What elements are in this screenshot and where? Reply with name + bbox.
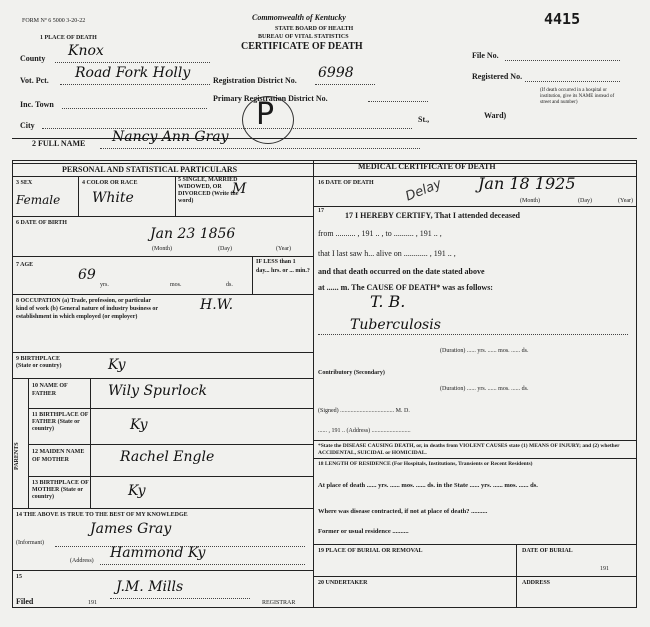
sex-value: Female bbox=[16, 193, 61, 207]
full-name-value: Nancy Ann Gray bbox=[112, 129, 229, 145]
medical-heading: MEDICAL CERTIFICATE OF DEATH bbox=[358, 162, 496, 171]
form-number: FORM Nº 6 5000 3-20-22 bbox=[22, 18, 86, 24]
dob-day-label: (Day) bbox=[218, 246, 232, 252]
residence-label: 18 LENGTH OF RESIDENCE (For Hospitals, Institutions, Transients or Recent Residents) bbox=[318, 461, 533, 467]
mother-label: 12 MAIDEN NAME OF MOTHER bbox=[32, 449, 85, 463]
age-mos-label: mos. bbox=[170, 282, 182, 288]
from-line: from .......... , 191 .. , to .......... , 191 .. , bbox=[318, 229, 442, 238]
commonwealth-heading: Commonwealth of Kentucky bbox=[252, 13, 346, 22]
dob-value: Jan 23 1856 bbox=[150, 226, 236, 242]
filed-year: 191 bbox=[88, 600, 97, 606]
hospital-note: (If death occurred in a hospital or institution, give its NAME instead of street and number) bbox=[540, 88, 615, 105]
medical-address-line: ...... , 191 .. (Address) .......................... bbox=[318, 428, 411, 434]
registrar-signature: J.M. Mills bbox=[116, 579, 184, 595]
burial-year: 191 bbox=[600, 566, 609, 572]
duration-line: (Duration) ...... yrs. ...... mos. ...... ds. bbox=[440, 348, 529, 354]
birthplace-value: Ky bbox=[108, 357, 126, 373]
registrar-label: REGISTRAR bbox=[262, 600, 296, 606]
city-label: City bbox=[20, 121, 35, 130]
filed-number: 15 bbox=[16, 574, 22, 580]
full-name-label: 2 FULL NAME bbox=[32, 139, 86, 148]
duration-line-2: (Duration) ...... yrs. ...... mos. ...... ds. bbox=[440, 386, 529, 392]
death-date-line: and that death occurred on the date stated above bbox=[318, 267, 485, 276]
sex-label: 3 SEX bbox=[16, 180, 33, 186]
occupation-value: H.W. bbox=[200, 297, 234, 313]
father-birthplace-label: 11 BIRTHPLACE OF FATHER (State or country) bbox=[32, 412, 89, 432]
color-label: 4 COLOR OR RACE bbox=[82, 180, 138, 186]
bureau-heading: BUREAU OF VITAL STATISTICS bbox=[258, 34, 349, 40]
contributory-label: Contributory (Secondary) bbox=[318, 370, 385, 376]
residence-line-2: Where was disease contracted, if not at place of death? .......... bbox=[318, 508, 488, 515]
cause-primary: T. B. bbox=[370, 292, 406, 311]
board-heading: STATE BOARD OF HEALTH bbox=[275, 26, 354, 32]
informant-address-value: Hammond Ky bbox=[110, 545, 206, 561]
informant-address-label: (Address) bbox=[70, 558, 94, 564]
burial-label: 19 PLACE OF BURIAL OR REMOVAL bbox=[318, 548, 423, 554]
informant-value: James Gray bbox=[90, 521, 172, 537]
ward-label: Ward) bbox=[484, 111, 507, 120]
cause-line: at ...... m. The CAUSE OF DEATH* was as follows: bbox=[318, 283, 493, 292]
file-no-label: File No. bbox=[472, 51, 499, 60]
cause-secondary: Tuberculosis bbox=[350, 317, 441, 333]
mother-birthplace-value: Ky bbox=[128, 483, 146, 499]
parents-side-label: PARENTS bbox=[14, 442, 20, 470]
birthplace-label: 9 BIRTHPLACE (State or country) bbox=[16, 356, 62, 369]
informant-label: (Informant) bbox=[16, 540, 44, 546]
residence-line-1: At place of death ...... yrs. ...... mos. ...... ds. in the State ...... yrs. ...... mos. ...... ds. bbox=[318, 482, 538, 489]
death-day-label: (Day) bbox=[578, 198, 592, 204]
father-label: 10 NAME OF FATHER bbox=[32, 383, 68, 397]
mother-value: Rachel Engle bbox=[120, 449, 215, 465]
dob-label: 6 DATE OF BIRTH bbox=[16, 220, 67, 226]
undertaker-address-label: ADDRESS bbox=[522, 580, 551, 586]
registration-district-value: 6998 bbox=[318, 65, 354, 81]
last-saw-line: that I last saw h... alive on ............ , 191 .. , bbox=[318, 249, 456, 258]
inc-town-label: Inc. Town bbox=[20, 100, 54, 109]
death-month-label: (Month) bbox=[520, 198, 540, 204]
mother-birthplace-label: 13 BIRTHPLACE OF MOTHER (State or country) bbox=[32, 480, 89, 500]
certificate-title: CERTIFICATE OF DEATH bbox=[241, 41, 363, 52]
margin-stamp-letter: P bbox=[256, 97, 275, 132]
father-birthplace-value: Ky bbox=[130, 417, 148, 433]
vot-pct-label: Vot. Pct. bbox=[20, 76, 49, 85]
registration-district-label: Registration District No. bbox=[213, 76, 297, 85]
filed-label: Filed bbox=[16, 597, 34, 606]
marital-value: M bbox=[232, 181, 247, 197]
county-value: Knox bbox=[68, 43, 104, 59]
death-year-label: (Year) bbox=[618, 198, 634, 204]
date-of-death-value: Jan 18 1925 bbox=[478, 174, 576, 193]
informant-heading: 14 THE ABOVE IS TRUE TO THE BEST OF MY KNOWLEDGE bbox=[16, 512, 188, 518]
date-of-death-label: 16 DATE OF DEATH bbox=[318, 180, 374, 186]
cause-footnote: *State the DISEASE CAUSING DEATH, or, in deaths from VIOLENT CAUSES state (1) MEANS OF INJURY; and (2) whether ACCIDENTAL, SUICIDAL or HOMICIDAL. bbox=[318, 443, 620, 456]
certify-label: 17 I HEREBY CERTIFY, That I attended deceased bbox=[345, 211, 520, 220]
primary-registration-label: Primary Registration District No. bbox=[213, 94, 328, 103]
undertaker-label: 20 UNDERTAKER bbox=[318, 580, 368, 586]
age-label: 7 AGE bbox=[16, 262, 34, 268]
dob-year-label: (Year) bbox=[276, 246, 292, 252]
burial-date-label: DATE OF BURIAL bbox=[522, 548, 573, 554]
file-number-stamp: 4415 bbox=[544, 10, 581, 28]
if-less-label: IF LESS than 1 day... hrs. or ... min.? bbox=[256, 259, 310, 274]
signed-line: (Signed) .................................... M. D. bbox=[318, 408, 410, 414]
county-label: County bbox=[20, 54, 46, 63]
residence-line-3: Former or usual residence .......... bbox=[318, 528, 409, 535]
certify-number: 17 bbox=[318, 208, 324, 214]
place-of-death-heading: 1 PLACE OF DEATH bbox=[40, 35, 97, 41]
occupation-label: 8 OCCUPATION (a) Trade, profession, or particular kind of work (b) General nature of industry business or establishment in which employed (or employer) bbox=[16, 298, 158, 320]
age-yrs-label: yrs. bbox=[100, 282, 109, 288]
age-ds-label: ds. bbox=[226, 282, 233, 288]
delay-stamp: Delay bbox=[403, 176, 444, 205]
father-value: Wily Spurlock bbox=[108, 383, 207, 399]
age-value: 69 bbox=[78, 267, 96, 283]
registered-no-label: Registered No. bbox=[472, 72, 523, 81]
street-label: St., bbox=[418, 115, 430, 124]
color-value: White bbox=[92, 190, 134, 206]
dob-month-label: (Month) bbox=[152, 246, 172, 252]
vot-pct-value: Road Fork Holly bbox=[75, 65, 191, 81]
personal-heading: PERSONAL AND STATISTICAL PARTICULARS bbox=[62, 165, 238, 174]
marital-label: 5 SINGLE, MARRIED WIDOWED, OR DIVORCED (Write the word) bbox=[178, 177, 239, 204]
